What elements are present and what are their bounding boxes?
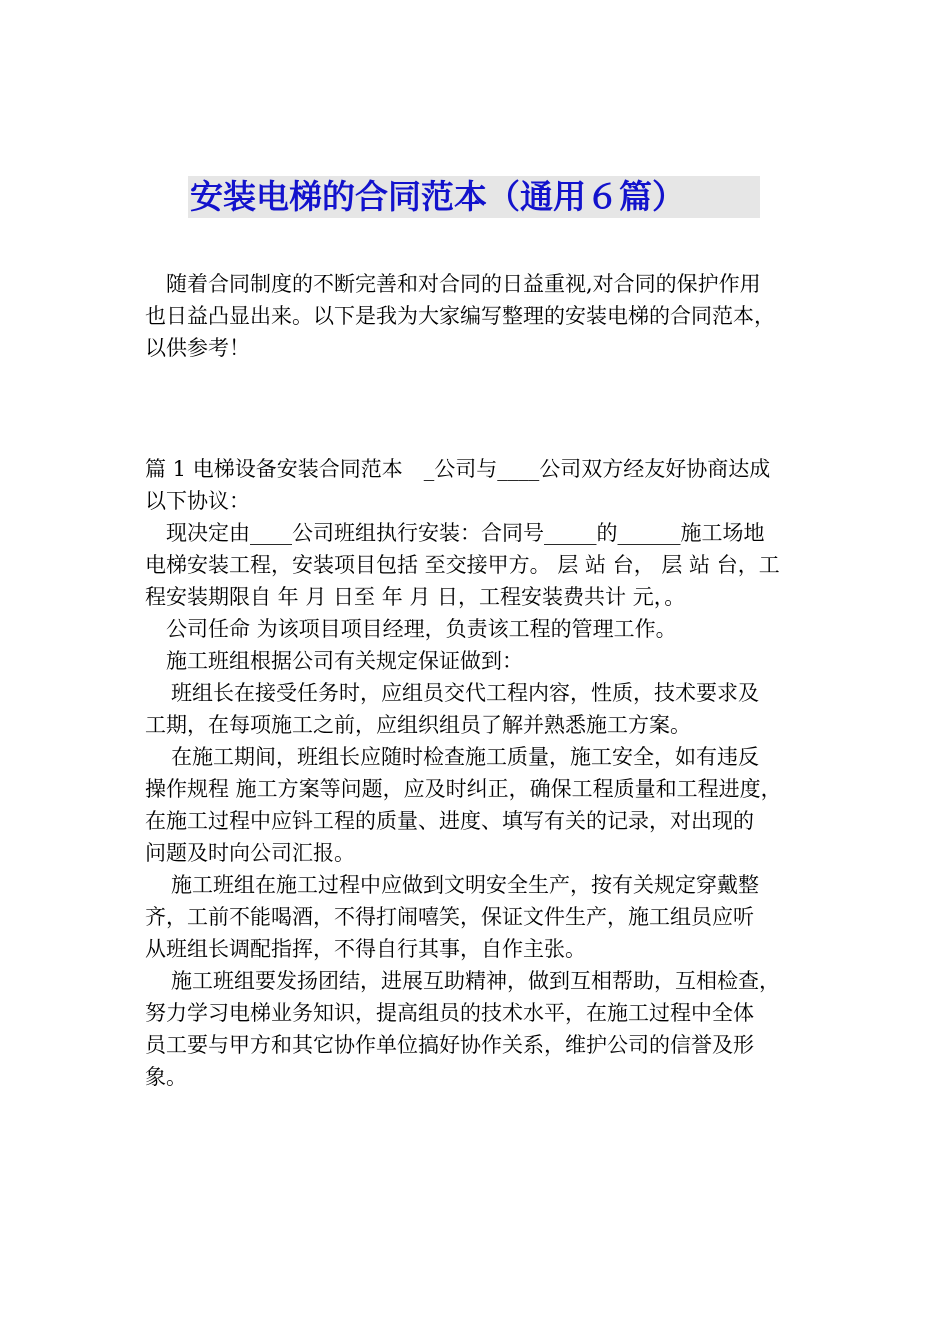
section-1-line: 施工班组要发扬团结，进展互助精神，做到互相帮助，互相检查， bbox=[171, 969, 780, 993]
section-1-line: 篇 1 电梯设备安装合同范本 _公司与____公司双方经友好协商达成 bbox=[145, 457, 771, 481]
section-1-line: 程安装期限自 年 月 日至 年 月 日，工程安装费共计 元，。 bbox=[145, 585, 686, 609]
section-1-line: 问题及时向公司汇报。 bbox=[145, 841, 355, 865]
section-1-line: 努力学习电梯业务知识，提高组员的技术水平，在施工过程中全体 bbox=[145, 1001, 754, 1025]
section-1-contract-body bbox=[145, 453, 825, 1093]
intro-line: 以供参考！ bbox=[145, 336, 250, 360]
section-1-line: 象。 bbox=[145, 1065, 187, 1089]
section-1-line: 以下协议： bbox=[145, 489, 250, 513]
section-1-line: 员工要与甲方和其它协作单位搞好协作关系，维护公司的信誉及形 bbox=[145, 1033, 754, 1057]
document-title: 安装电梯的合同范本（通用６篇） bbox=[190, 177, 685, 216]
section-1-line: 施工班组在施工过程中应做到文明安全生产，按有关规定穿戴整 bbox=[171, 873, 759, 897]
title-highlight bbox=[188, 176, 760, 218]
section-1-line: 班组长在接受任务时，应组员交代工程内容，性质，技术要求及 bbox=[171, 681, 759, 705]
section-1-line: 工期，在每项施工之前，应组织组员了解并熟悉施工方案。 bbox=[145, 713, 691, 737]
intro-paragraph bbox=[145, 268, 825, 364]
section-1-line: 从班组长调配指挥，不得自行其事，自作主张。 bbox=[145, 937, 586, 961]
section-1-line: 在施工期间，班组长应随时检查施工质量，施工安全，如有违反 bbox=[171, 745, 759, 769]
section-1-line: 齐，工前不能喝酒，不得打闹嘻笑，保证文件生产，施工组员应听 bbox=[145, 905, 754, 929]
intro-line: 也日益凸显出来。以下是我为大家编写整理的安装电梯的合同范本， bbox=[145, 304, 775, 328]
section-1-line: 操作规程 施工方案等问题，应及时纠正，确保工程质量和工程进度， bbox=[145, 777, 782, 801]
section-1-line: 公司任命 为该项目项目经理，负责该工程的管理工作。 bbox=[166, 617, 677, 641]
section-1-line: 在施工过程中应钭工程的质量、进度、填写有关的记录，对出现的 bbox=[145, 809, 754, 833]
section-1-line: 现决定由____公司班组执行安装：合同号_____的______施工场地 bbox=[166, 521, 765, 545]
intro-line: 随着合同制度的不断完善和对合同的日益重视,对合同的保护作用 bbox=[166, 272, 761, 296]
section-1-line: 电梯安装工程，安装项目包括 至交接甲方。 层 站 台， 层 站 台，工 bbox=[145, 553, 780, 577]
section-1-line: 施工班组根据公司有关规定保证做到： bbox=[166, 649, 523, 673]
